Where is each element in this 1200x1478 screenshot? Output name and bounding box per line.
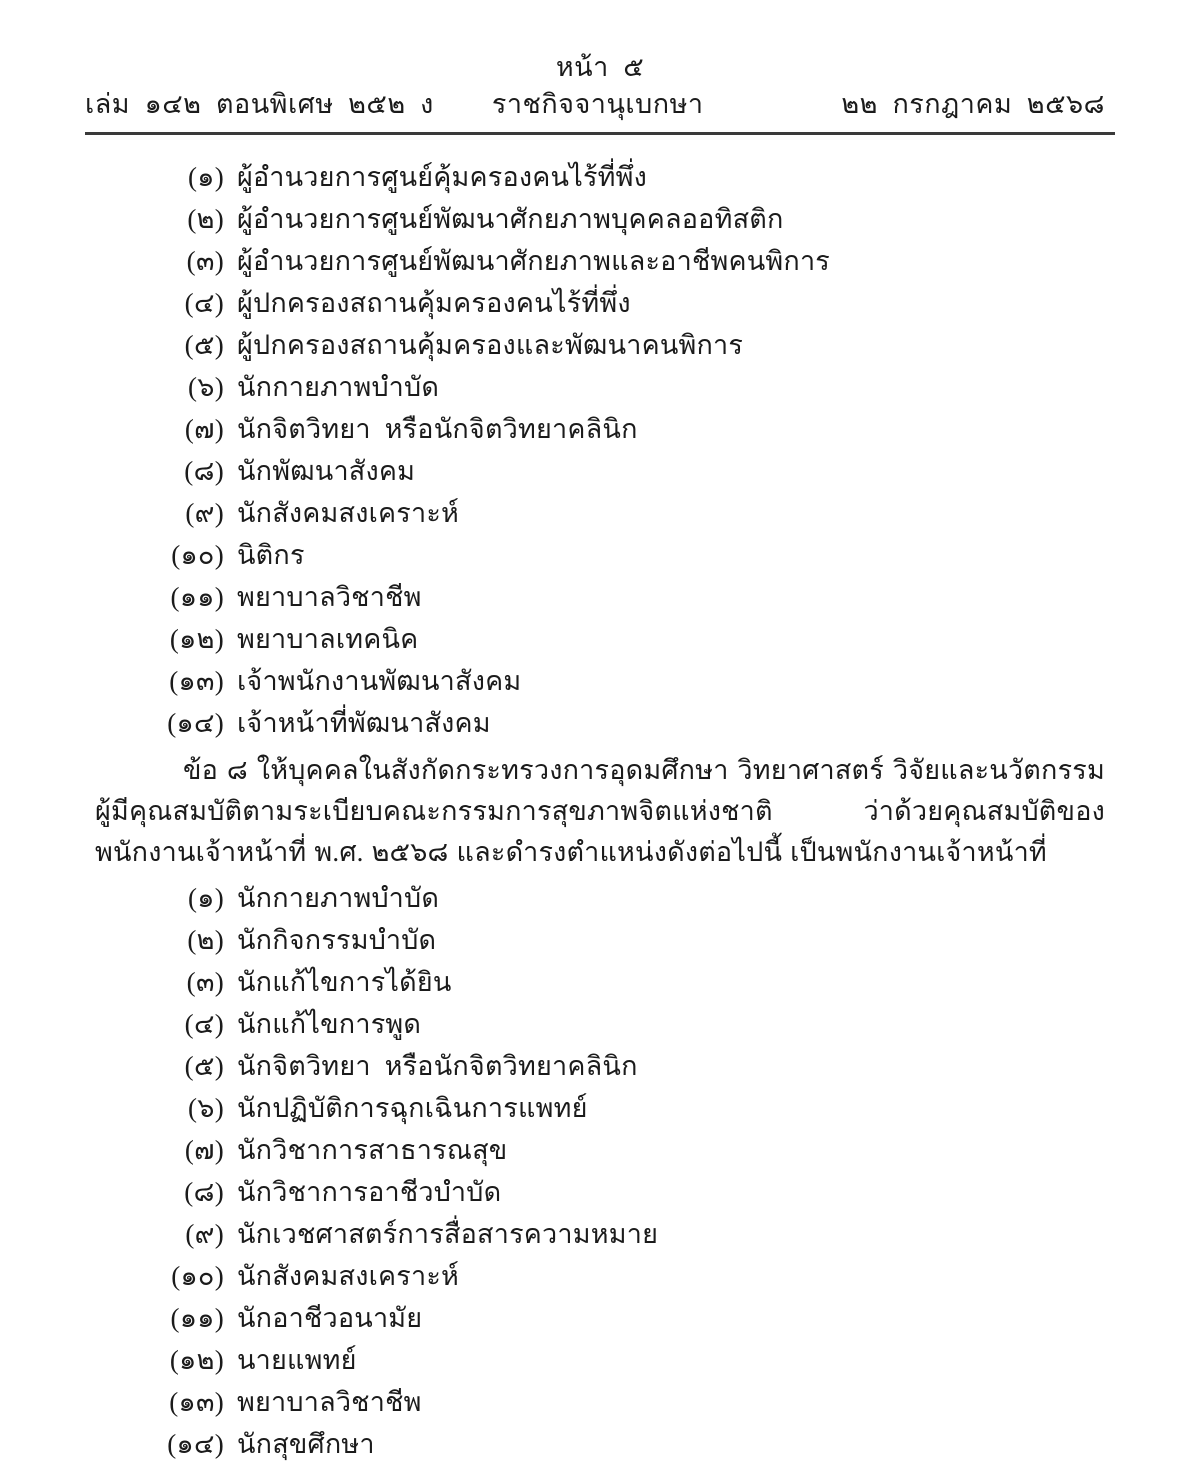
list-item [95,1087,1105,1129]
gazette-title: ราชกิจจานุเบกษา [491,89,704,119]
list-item-label: นักปฏิบัติการฉุกเฉินการแพทย์ [237,1093,588,1123]
list-item-number: (๖) [187,1093,224,1123]
page-header [85,50,1115,122]
list-item [95,324,1105,366]
list-item [95,1045,1105,1087]
list-item-label: พยาบาลวิชาชีพ [237,582,422,612]
list-item [95,618,1105,660]
list-item-number: (๖) [187,372,224,402]
page-number-label: หน้า ๕ [555,52,645,82]
list-item-label: นักสุขศึกษา [237,1429,375,1459]
list-item-label: นักแก้ไขการได้ยิน [237,967,452,997]
list-item-number: (๒) [187,204,224,234]
list-item [95,919,1105,961]
list-item-number: (๑๐) [171,540,224,570]
clause-eight-paragraph [95,750,1105,873]
list-item-label: ผู้ปกครองสถานคุ้มครองและพัฒนาคนพิการ [237,330,744,360]
list-item-label: นักพัฒนาสังคม [237,456,416,486]
list-item-label: นักวิชาการอาชีวบำบัด [237,1177,502,1207]
list-item-number: (๑๑) [170,582,224,612]
list-item [95,534,1105,576]
list-item [95,1255,1105,1297]
list-item [95,198,1105,240]
list-item-label: นักสังคมสงเคราะห์ [237,498,460,528]
list-item-number: (๓) [186,967,224,997]
list-item-number: (๑๔) [167,708,224,738]
list-item-number: (๑๑) [170,1303,224,1333]
list-item-number: (๑๓) [169,666,224,696]
list-item-number: (๑๔) [167,1429,224,1459]
list-item-number: (๑๐) [171,1261,224,1291]
list-item-number: (๑๓) [169,1387,224,1417]
list-item-number: (๔) [184,288,224,318]
page-content [95,156,1105,1465]
list-item [95,1297,1105,1339]
list-item [95,492,1105,534]
list-item-label: นิติกร [237,540,305,570]
list-item-label: นักสังคมสงเคราะห์ [237,1261,460,1291]
list-item-label: พยาบาลเทคนิค [237,624,419,654]
list-item-number: (๕) [184,330,224,360]
list-item-label: นักจิตวิทยา หรือนักจิตวิทยาคลินิก [237,1051,638,1081]
list-item-label: นักจิตวิทยา หรือนักจิตวิทยาคลินิก [237,414,638,444]
list-item-label: นักกายภาพบำบัด [237,372,440,402]
list-item [95,240,1105,282]
list-item-label: นักกายภาพบำบัด [237,883,440,913]
volume-issue-label: เล่ม ๑๔๒ ตอนพิเศษ ๒๕๒ ง [85,89,434,119]
list-item [95,282,1105,324]
list-item [95,1339,1105,1381]
list-item-label: เจ้าหน้าที่พัฒนาสังคม [237,708,491,738]
publication-date: ๒๒ กรกฎาคม ๒๕๖๘ [841,89,1105,119]
list-item-number: (๑) [187,162,224,192]
list-item [95,576,1105,618]
list-item-number: (๗) [184,1135,224,1165]
list-item-label: เจ้าพนักงานพัฒนาสังคม [237,666,522,696]
list-item-label: ผู้อำนวยการศูนย์พัฒนาศักยภาพและอาชีพคนพิการ [237,246,831,276]
list-item [95,366,1105,408]
clause-eight-text: ข้อ ๘ ให้บุคคลในสังกัดกระทรวงการอุดมศึกษา วิทยาศาสตร์ วิจัยและนวัตกรรม ผู้มีคุณสมบัติตามระเบียบคณะกรรมการสุขภาพจิตแห่งชาติ ว่าด้วยคุณสมบัติของพนักงานเจ้าหน้าที่ พ.ศ. ๒๕๖๘ และดำรงตำแหน่งดังต่อไปนี้ เป็นพนักงานเจ้าหน้าที่ [95,755,1105,867]
list-item-label: นักแก้ไขการพูด [237,1009,422,1039]
list-item-label: นายแพทย์ [237,1345,357,1375]
list-item-number: (๑๒) [169,1345,224,1375]
list-item-number: (๑๒) [169,624,224,654]
list-item-label: นักกิจกรรมบำบัด [237,925,437,955]
list-item-number: (๘) [184,456,224,486]
list-item-label: นักอาชีวอนามัย [237,1303,423,1333]
list-item-number: (๙) [185,1219,224,1249]
list-item-label: นักเวชศาสตร์การสื่อสารความหมาย [237,1219,659,1249]
list-item-number: (๙) [185,498,224,528]
list-item-number: (๘) [184,1177,224,1207]
list-item-label: ผู้ปกครองสถานคุ้มครองคนไร้ที่พึ่ง [237,288,631,318]
list-item-label: พยาบาลวิชาชีพ [237,1387,422,1417]
list-item [95,1381,1105,1423]
list-item [95,1129,1105,1171]
list-item [95,702,1105,744]
list-item-label: นักวิชาการสาธารณสุข [237,1135,508,1165]
list-item [95,1423,1105,1465]
list-item [95,1213,1105,1255]
list-item-number: (๒) [187,925,224,955]
list-item [95,660,1105,702]
list-item [95,408,1105,450]
list-item-number: (๑) [187,883,224,913]
list-item-number: (๕) [184,1051,224,1081]
position-list-one [95,156,1105,744]
list-item-label: ผู้อำนวยการศูนย์คุ้มครองคนไร้ที่พึ่ง [237,162,648,192]
header-row [85,86,1115,122]
list-item [95,156,1105,198]
list-item-number: (๔) [184,1009,224,1039]
list-item-label: ผู้อำนวยการศูนย์พัฒนาศักยภาพบุคคลออทิสติก [237,204,784,234]
list-item [95,450,1105,492]
list-item [95,961,1105,1003]
list-item [95,877,1105,919]
list-item-number: (๓) [186,246,224,276]
list-item [95,1171,1105,1213]
list-item [95,1003,1105,1045]
list-item-number: (๗) [184,414,224,444]
position-list-two [95,877,1105,1465]
header-divider [85,132,1115,135]
